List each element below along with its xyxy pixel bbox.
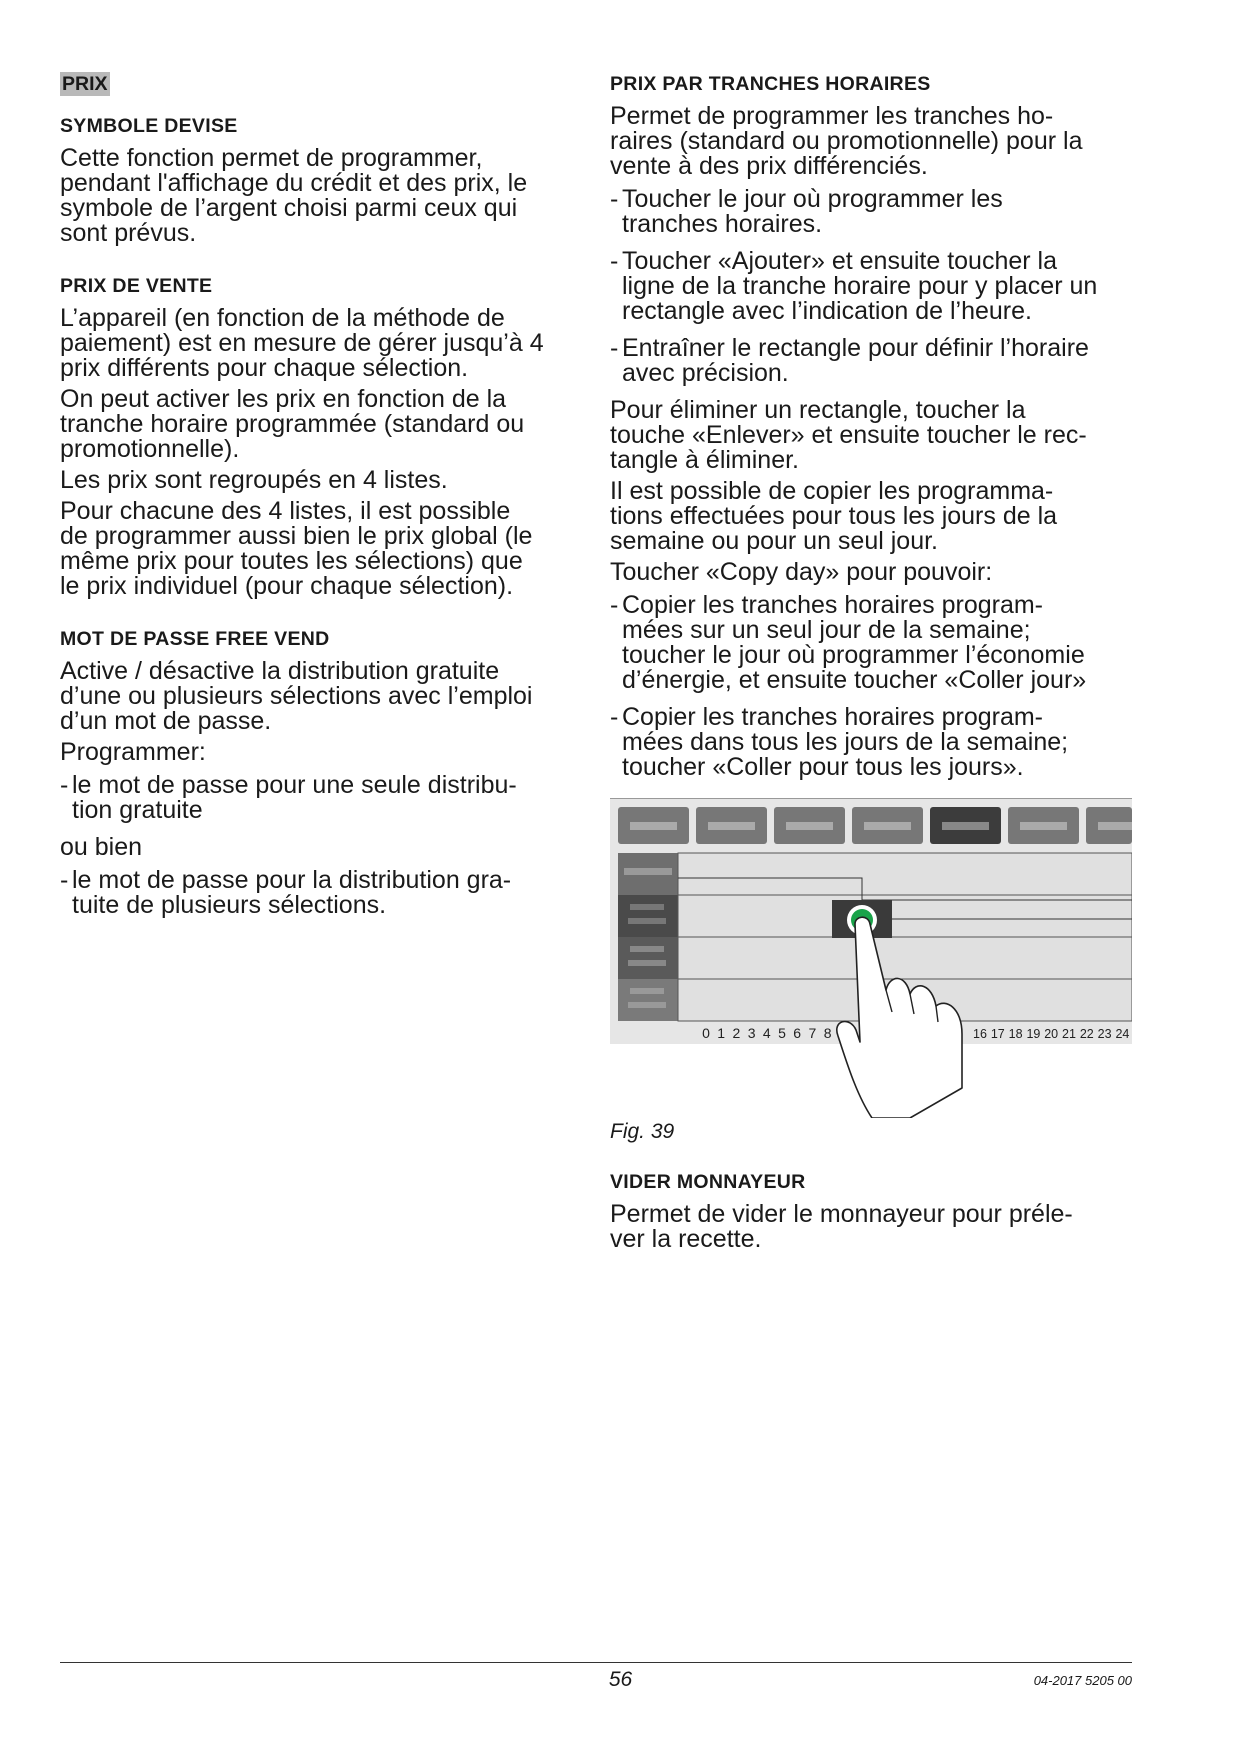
para-prix-vente-3: Les prix sont regroupés en 4 listes. [60, 466, 448, 494]
hour-label: 1 [717, 1025, 726, 1041]
title-vider-monnayeur: VIDER MONNAYEUR [610, 1171, 806, 1193]
hour-label: 2 [732, 1025, 741, 1041]
para-prix-vente-4: Pour chacune des 4 listes, il est possible de programmer aussi bien le prix global (le même prix pour toutes les sélections) que le prix individuel (pour chaque sélection). [60, 497, 533, 600]
hour-label: 21 [1062, 1027, 1076, 1041]
left-column [60, 72, 580, 930]
time-slot-screen-illustration [610, 798, 1132, 1118]
bullet-password-multi: - le mot de passe pour la distribution gra- tuite de plusieurs sélections. [60, 866, 512, 919]
para-copier: Il est possible de copier les programma- tions effectuées pour tous les jours de la semaine ou pour un seul jour. [610, 477, 1058, 555]
hour-labels-left [702, 1025, 832, 1041]
hour-label: 3 [747, 1025, 756, 1041]
para-programmer: Programmer: [60, 738, 206, 766]
bullet-password-single: - le mot de passe pour une seule distribu- tion gratuite [60, 771, 517, 824]
hour-label: 8 [823, 1025, 832, 1041]
para-prix-vente-2: On peut activer les prix en fonction de la tranche horaire programmée (standard ou promotionnelle). [60, 385, 525, 463]
hour-label: 24 [1115, 1027, 1130, 1041]
title-prix-tranches: PRIX PAR TRANCHES HORAIRES [610, 73, 931, 95]
figure-caption: Fig. 39 [610, 1120, 675, 1143]
figure-39-time-slots [610, 798, 1132, 1118]
hour-label: 0 [702, 1025, 710, 1041]
bullet-toucher-jour: - Toucher le jour où programmer les tranches horaires. [610, 185, 1003, 238]
para-copy-day: Toucher «Copy day» pour pouvoir: [610, 558, 993, 586]
para-symbole-devise: Cette fonction permet de programmer, pendant l'affichage du crédit et des prix, le symbole de l’argent choisi parmi ceux qui sont prévus. [60, 144, 528, 247]
document-code: 04-2017 5205 00 [1033, 1673, 1132, 1688]
hour-label: 23 [1097, 1027, 1112, 1041]
hour-labels-right [973, 1027, 1129, 1041]
hour-label: 4 [762, 1025, 771, 1041]
hour-label: 19 [1026, 1027, 1041, 1041]
para-eliminer: Pour éliminer un rectangle, toucher la touche «Enlever» et ensuite toucher le rec- tangle à éliminer. [610, 396, 1087, 474]
hour-label: 7 [808, 1025, 817, 1041]
hour-label: 6 [793, 1025, 802, 1041]
para-mot-de-passe-1: Active / désactive la distribution gratuite d’une ou plusieurs sélections avec l’emploi d’un mot de passe. [60, 657, 533, 735]
title-symbole-devise: SYMBOLE DEVISE [60, 115, 238, 137]
page-number: 56 [608, 1668, 633, 1691]
para-ou-bien: ou bien [60, 833, 143, 861]
footer-rule [60, 1662, 1132, 1663]
hour-label: 16 [973, 1027, 987, 1041]
bullet-entrainer: - Entraîner le rectangle pour définir l’horaire avec précision. [610, 334, 1089, 387]
hour-label: 22 [1079, 1027, 1094, 1041]
row-labels [618, 853, 678, 1021]
hour-label: 20 [1044, 1027, 1059, 1041]
heading-prix: PRIX [62, 73, 108, 95]
right-column [610, 72, 1132, 1258]
bullet-copier-jour: - Copier les tranches horaires program- mées sur un seul jour de la semaine; toucher le jour où programmer l’économie d’énergie, et ensuite toucher «Coller jour» [610, 591, 1087, 694]
hour-label: 18 [1008, 1027, 1023, 1041]
para-vider-monnayeur: Permet de vider le monnayeur pour préle- ver la recette. [610, 1200, 1073, 1253]
bullet-ajouter: - Toucher «Ajouter» et ensuite toucher la ligne de la tranche horaire pour y placer un rectangle avec l’indication de l’heure. [610, 247, 1098, 325]
bullet-copier-tous: - Copier les tranches horaires program- mées dans tous les jours de la semaine; toucher «Coller pour tous les jours». [610, 703, 1069, 781]
title-mot-de-passe: MOT DE PASSE FREE VEND [60, 628, 330, 650]
para-tranches-1: Permet de programmer les tranches ho- raires (standard ou promotionnelle) pour la vente à des prix différenciés. [610, 102, 1083, 180]
para-prix-vente-1: L’appareil (en fonction de la méthode de paiement) est en mesure de gérer jusqu’à 4 prix différents pour chaque sélection. [60, 304, 544, 382]
hour-label: 5 [778, 1025, 786, 1041]
title-prix-de-vente: PRIX DE VENTE [60, 275, 213, 297]
hour-label: 17 [990, 1027, 1005, 1041]
